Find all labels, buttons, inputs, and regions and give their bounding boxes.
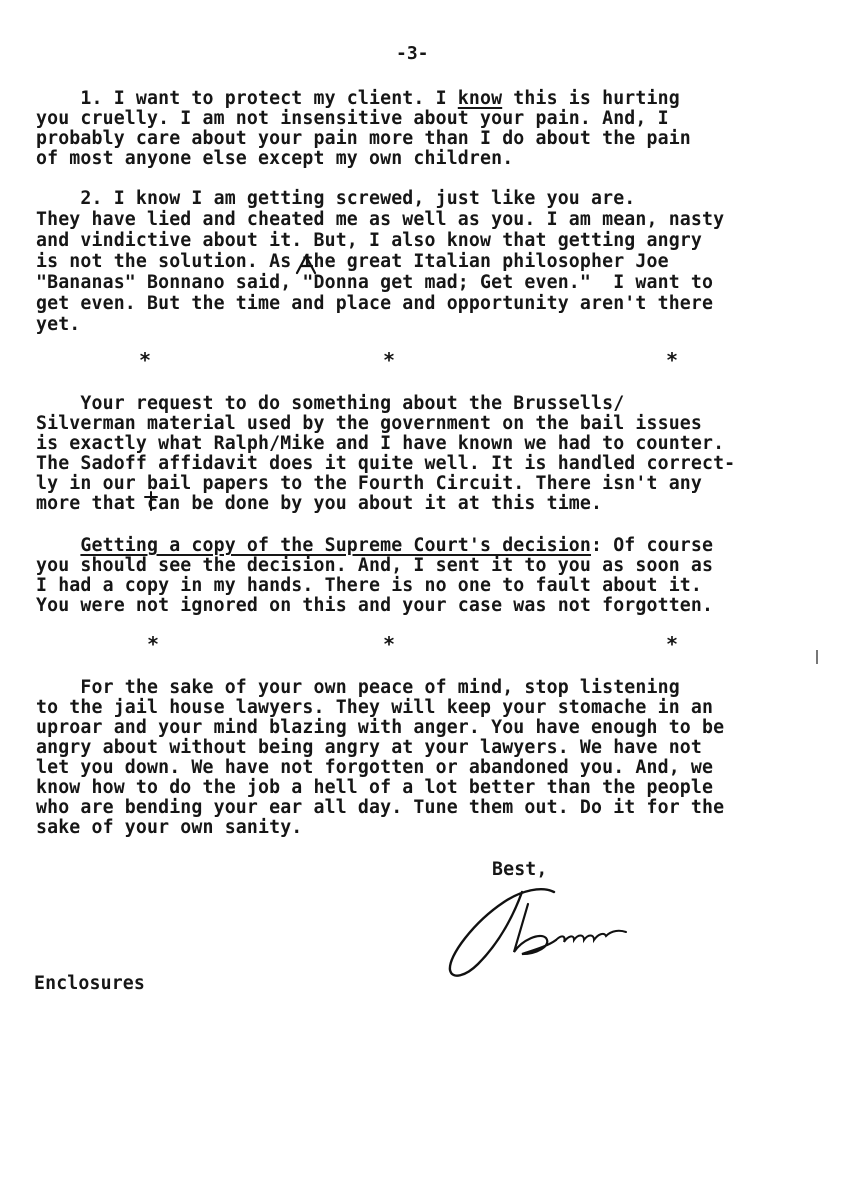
paragraph-4-heading-rest: : Of course xyxy=(591,535,714,556)
paragraph-3-line-5: ly in our bail papers to the Fourth Circuit. There isn't any xyxy=(36,473,702,494)
paragraph-4-line-4: You were not ignored on this and your case was not forgotten. xyxy=(36,595,714,616)
underlined-heading: Getting a copy of the Supreme Court's decision xyxy=(80,535,591,556)
paragraph-4-line-1 xyxy=(36,536,713,556)
paragraph-5-line-7: who are bending your ear all day. Tune them out. Do it for the xyxy=(36,797,725,818)
paragraph-2-line-1: 2. I know I am getting screwed, just like you are. xyxy=(36,188,636,209)
paragraph-5-line-2: to the jail house lawyers. They will keep your stomache in an xyxy=(36,697,714,718)
handwritten-signature xyxy=(444,880,634,990)
paragraph-1-line-2: you cruelly. I am not insensitive about your pain. And, I xyxy=(36,108,669,129)
paragraph-4-line-3: I had a copy in my hands. There is no one to fault about it. xyxy=(36,575,702,596)
paragraph-5-line-4: angry about without being angry at your lawyers. We have not xyxy=(36,737,702,758)
handwritten-correction-mark xyxy=(294,253,320,275)
paragraph-1-line-3: probably care about your pain more than I do about the pain xyxy=(36,128,691,149)
paragraph-3-line-2: Silverman material used by the government on the bail issues xyxy=(36,413,702,434)
paragraph-1-line-1-start: 1. I want to protect my client. I xyxy=(36,88,458,109)
margin-mark xyxy=(816,650,818,664)
paragraph-5-line-1: For the sake of your own peace of mind, stop listening xyxy=(36,677,680,698)
paragraph-2-line-4: is not the solution. As the great Italian philosopher Joe xyxy=(36,251,669,272)
paragraph-2-line-3: and vindictive about it. But, I also know that getting angry xyxy=(36,230,702,251)
separator-star: * xyxy=(666,632,679,656)
separator-star: * xyxy=(147,632,160,656)
handwritten-cross-mark xyxy=(142,491,160,511)
paragraph-2-line-2: They have lied and cheated me as well as you. I am mean, nasty xyxy=(36,209,725,230)
separator-star: * xyxy=(383,632,396,656)
paragraph-2-line-6: get even. But the time and place and opportunity aren't there xyxy=(36,293,714,314)
closing-salutation: Best, xyxy=(492,859,548,880)
paragraph-3-line-6: more that can be done by you about it at this time. xyxy=(36,493,603,514)
paragraph-2-line-7: yet. xyxy=(36,314,81,335)
paragraph-1-line-1-end: this is hurting xyxy=(502,88,680,109)
paragraph-5-line-8: sake of your own sanity. xyxy=(36,817,303,838)
paragraph-1-line-1 xyxy=(36,89,680,109)
enclosures-label: Enclosures xyxy=(34,973,145,994)
paragraph-3-line-1: Your request to do something about the Brussells/ xyxy=(36,393,625,414)
page-number: -3- xyxy=(396,43,429,64)
paragraph-3-line-3: is exactly what Ralph/Mike and I have known we had to counter. xyxy=(36,433,725,454)
paragraph-3-line-4: The Sadoff affidavit does it quite well. It is handled correct- xyxy=(36,453,736,474)
separator-star: * xyxy=(666,348,679,372)
paragraph-2-line-5: "Bananas" Bonnano said, "Donna get mad; Get even." I want to xyxy=(36,272,714,293)
paragraph-5-line-6: know how to do the job a hell of a lot better than the people xyxy=(36,777,714,798)
paragraph-5-line-5: let you down. We have not forgotten or abandoned you. And, we xyxy=(36,757,714,778)
separator-star: * xyxy=(139,348,152,372)
emphasized-word: know xyxy=(457,88,503,109)
paragraph-1-line-4: of most anyone else except my own children. xyxy=(36,148,514,169)
paragraph-4-line-2: you should see the decision. And, I sent it to you as soon as xyxy=(36,555,714,576)
separator-star: * xyxy=(383,348,396,372)
paragraph-5-line-3: uproar and your mind blazing with anger. You have enough to be xyxy=(36,717,725,738)
